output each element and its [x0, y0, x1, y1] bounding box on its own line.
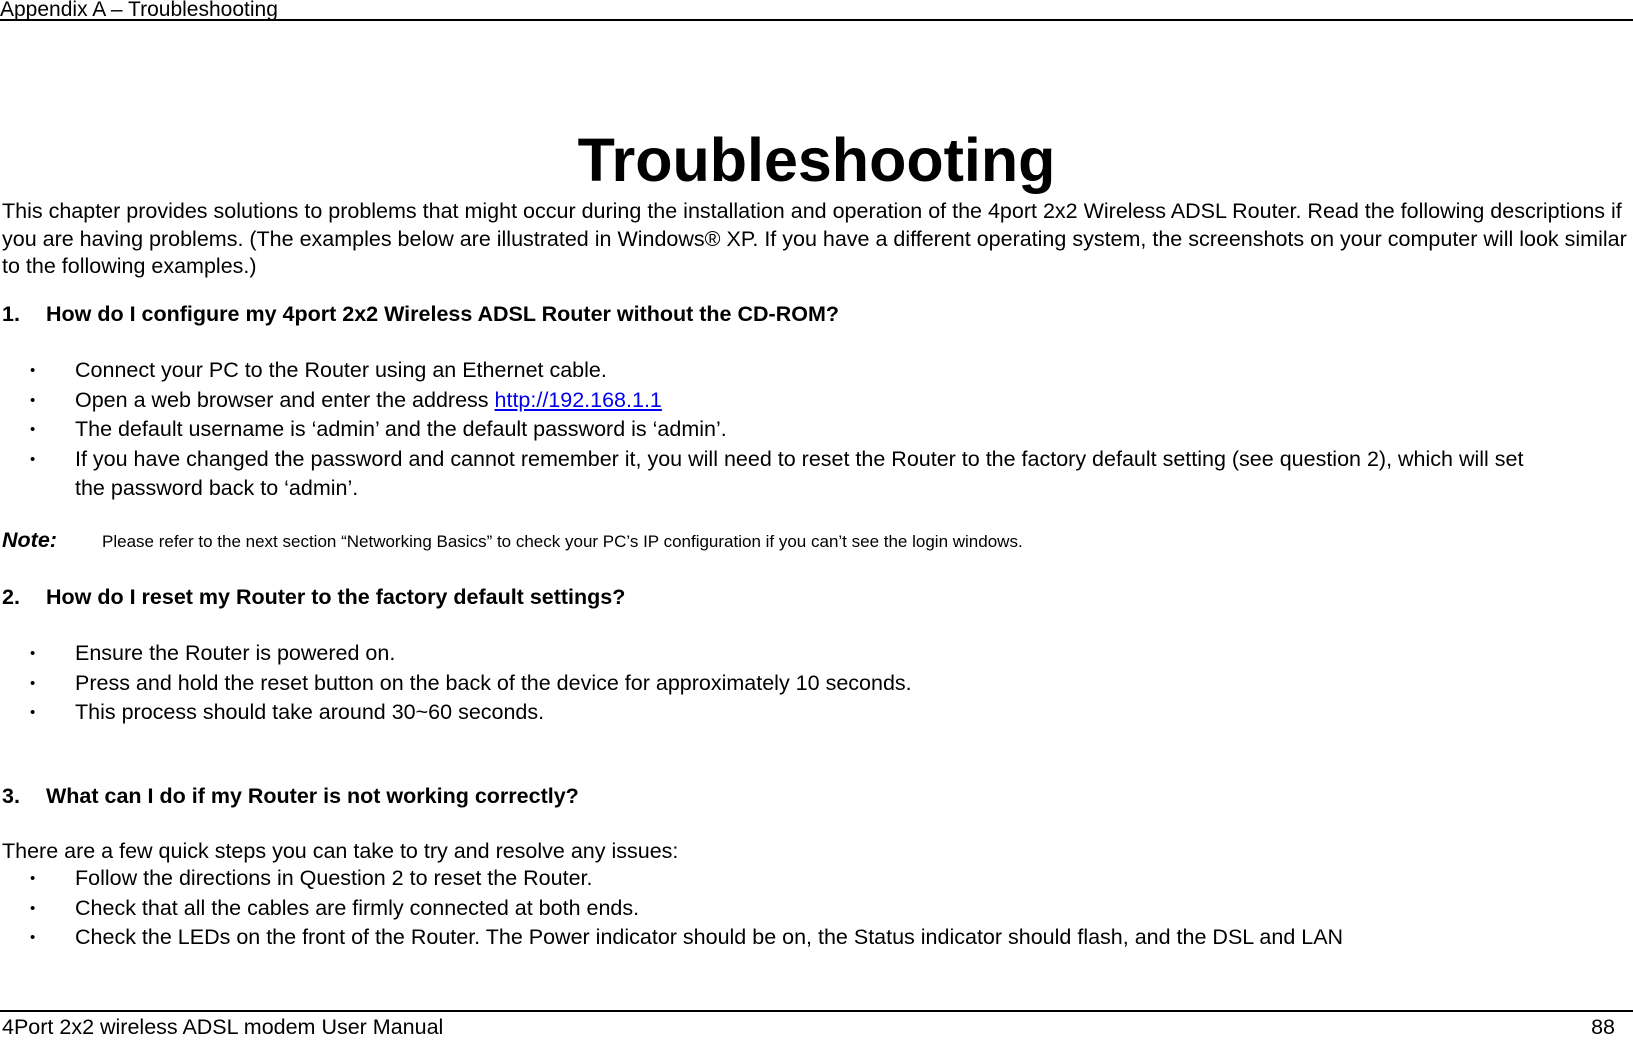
note-label: Note: [2, 528, 57, 552]
list-item [0, 639, 1633, 669]
question-1-bullets [0, 356, 1633, 503]
question-3-bullets [0, 864, 1633, 953]
list-item-text: Ensure the Router is powered on. [75, 641, 396, 665]
list-item [0, 864, 1633, 894]
list-item [0, 894, 1633, 924]
list-item-text: Follow the directions in Question 2 to reset the Router. [75, 866, 593, 890]
bullet-icon: • [30, 674, 36, 692]
page-title: Troubleshooting [577, 126, 1056, 194]
question-text: What can I do if my Router is not working correctly? [46, 784, 579, 808]
bullet-icon: • [30, 421, 36, 438]
bullet-icon: • [30, 704, 36, 721]
router-address-link[interactable]: http://192.168.1.1 [494, 387, 662, 412]
list-item [0, 698, 1633, 728]
list-item-text: This process should take around 30~60 seconds. [75, 700, 545, 724]
bullet-icon: • [30, 899, 36, 917]
list-item-text: Check the LEDs on the front of the Router. The Power indicator should be on, the Status indicator should flash, and the DSL and LAN [75, 925, 1344, 949]
list-item-text: Connect your PC to the Router using an Ethernet cable. [75, 358, 607, 382]
question-1-heading [2, 301, 839, 327]
page-footer [0, 1010, 1633, 1038]
note [2, 527, 1023, 555]
question-text: How do I reset my Router to the factory default settings? [46, 585, 626, 609]
page-header [0, 0, 1633, 21]
question-3-intro: There are a few quick steps you can take to try and resolve any issues: [2, 839, 679, 863]
list-item-text: If you have changed the password and cannot remember it, you will need to reset the Router to the factory default setting (see question 2), which will set the password back to ‘admin’. [75, 446, 1524, 500]
question-number: 1. [2, 302, 20, 326]
bullet-icon: • [30, 870, 36, 887]
note-text: Please refer to the next section “Networking Basics” to check your PC’s IP configuration if you can’t see the login windows. [102, 532, 1023, 551]
question-number: 3. [2, 784, 20, 808]
list-item-text: Press and hold the reset button on the back of the device for approximately 10 seconds. [75, 670, 912, 695]
footer-title: 4Port 2x2 wireless ADSL modem User Manual [2, 1015, 444, 1039]
bullet-icon: • [30, 929, 36, 946]
question-2-heading [2, 584, 625, 610]
page-number: 88 [1591, 1015, 1615, 1039]
bullet-icon: • [30, 391, 36, 409]
bullet-icon: • [30, 362, 36, 379]
bullet-icon: • [30, 450, 36, 468]
list-item-text: The default username is ‘admin’ and the default password is ‘admin’. [75, 417, 727, 441]
list-item [0, 415, 1633, 445]
list-item [0, 356, 1633, 386]
intro-paragraph: This chapter provides solutions to problems that might occur during the installation and operation of the 4port 2x2 Wireless ADSL Router. Read the following descriptions if you are having problems. (The examples below are illustrated in Windows® XP. If you have a different operating system, the screenshots on your computer will look similar to the following examples.) [2, 199, 1627, 278]
header-text: Appendix A – Troubleshooting [0, 0, 278, 21]
question-2-bullets [0, 639, 1633, 728]
list-item [0, 923, 1633, 953]
question-3-heading [2, 783, 579, 809]
list-item [0, 445, 1555, 503]
bullet-icon: • [30, 645, 36, 662]
question-number: 2. [2, 585, 20, 609]
list-item-text: Open a web browser and enter the address [75, 387, 495, 412]
question-text: How do I configure my 4port 2x2 Wireless ADSL Router without the CD-ROM? [46, 302, 839, 326]
list-item-text: Check that all the cables are firmly connected at both ends. [75, 895, 640, 920]
list-item [0, 386, 1633, 416]
list-item [0, 669, 1633, 699]
